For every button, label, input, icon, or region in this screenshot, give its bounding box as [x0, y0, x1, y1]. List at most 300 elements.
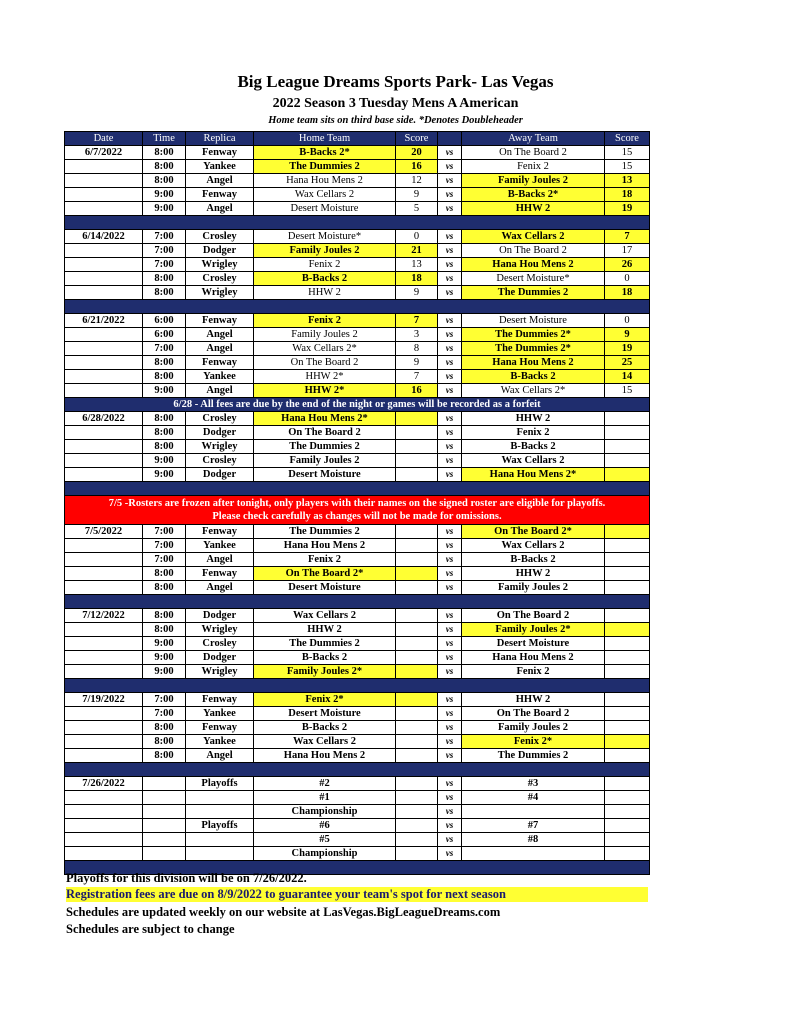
table-row — [65, 805, 650, 819]
replica-cell: Yankee — [186, 707, 254, 721]
vs-cell: vs — [438, 637, 462, 651]
home-team-cell: #1 — [254, 791, 396, 805]
time-cell: 8:00 — [143, 356, 186, 370]
date-cell — [65, 819, 143, 833]
home-score-cell: 5 — [396, 202, 438, 216]
table-row — [65, 202, 650, 216]
replica-cell: Wrigley — [186, 665, 254, 679]
away-team-cell: #4 — [462, 791, 605, 805]
away-team-cell: The Dummies 2 — [462, 749, 605, 763]
away-score-cell — [605, 609, 650, 623]
home-score-cell — [396, 749, 438, 763]
away-team-cell: Desert Moisture — [462, 314, 605, 328]
replica-cell: Yankee — [186, 370, 254, 384]
home-team-cell: Wax Cellars 2 — [254, 609, 396, 623]
home-score-cell — [396, 665, 438, 679]
home-team-cell: Desert Moisture — [254, 202, 396, 216]
table-row — [65, 665, 650, 679]
table-row — [65, 581, 650, 595]
time-cell — [143, 805, 186, 819]
away-team-cell: Hana Hou Mens 2 — [462, 356, 605, 370]
vs-cell: vs — [438, 244, 462, 258]
replica-cell: Crosley — [186, 637, 254, 651]
away-score-cell — [605, 468, 650, 482]
separator-row — [65, 216, 650, 230]
date-cell — [65, 202, 143, 216]
away-score-cell: 25 — [605, 356, 650, 370]
vs-cell: vs — [438, 314, 462, 328]
footer-website-note: Schedules are updated weekly on our website at LasVegas.BigLeagueDreams.com — [66, 905, 501, 919]
home-team-cell: HHW 2 — [254, 286, 396, 300]
time-cell: 8:00 — [143, 567, 186, 581]
date-cell — [65, 637, 143, 651]
home-score-cell: 16 — [396, 160, 438, 174]
away-score-cell — [605, 665, 650, 679]
replica-cell: Fenway — [186, 146, 254, 160]
time-cell — [143, 847, 186, 861]
vs-cell: vs — [438, 356, 462, 370]
date-cell — [65, 188, 143, 202]
vs-cell: vs — [438, 440, 462, 454]
time-cell: 8:00 — [143, 735, 186, 749]
time-cell: 8:00 — [143, 721, 186, 735]
time-cell: 8:00 — [143, 146, 186, 160]
home-score-cell — [396, 777, 438, 791]
separator-row — [65, 595, 650, 609]
table-row — [65, 847, 650, 861]
home-score-cell — [396, 693, 438, 707]
vs-cell: vs — [438, 258, 462, 272]
date-cell: 7/26/2022 — [65, 777, 143, 791]
table-row — [65, 440, 650, 454]
home-score-cell: 13 — [396, 258, 438, 272]
replica-cell: Angel — [186, 202, 254, 216]
date-cell: 6/14/2022 — [65, 230, 143, 244]
replica-cell: Crosley — [186, 272, 254, 286]
replica-cell: Angel — [186, 553, 254, 567]
date-cell — [65, 258, 143, 272]
replica-cell: Crosley — [186, 412, 254, 426]
table-row — [65, 721, 650, 735]
date-cell — [65, 174, 143, 188]
separator-row — [65, 482, 650, 496]
time-cell: 9:00 — [143, 651, 186, 665]
vs-cell: vs — [438, 342, 462, 356]
home-score-cell — [396, 819, 438, 833]
time-cell: 8:00 — [143, 609, 186, 623]
home-score-cell — [396, 847, 438, 861]
vs-cell: vs — [438, 707, 462, 721]
away-team-cell: Hana Hou Mens 2 — [462, 258, 605, 272]
home-team-cell: HHW 2* — [254, 370, 396, 384]
time-cell: 8:00 — [143, 370, 186, 384]
date-cell: 6/28/2022 — [65, 412, 143, 426]
replica-cell: Wrigley — [186, 440, 254, 454]
away-score-cell — [605, 651, 650, 665]
table-row — [65, 370, 650, 384]
away-score-cell — [605, 777, 650, 791]
away-score-cell — [605, 707, 650, 721]
col-away-team: Away Team — [462, 132, 605, 146]
away-score-cell: 15 — [605, 146, 650, 160]
home-score-cell: 9 — [396, 356, 438, 370]
time-cell: 7:00 — [143, 693, 186, 707]
vs-cell: vs — [438, 623, 462, 637]
replica-cell: Wrigley — [186, 286, 254, 300]
separator-cell — [65, 482, 650, 496]
separator-cell — [65, 300, 650, 314]
vs-cell: vs — [438, 188, 462, 202]
away-score-cell — [605, 412, 650, 426]
schedule-table — [64, 131, 650, 875]
date-cell — [65, 539, 143, 553]
col-time: Time — [143, 132, 186, 146]
home-team-cell: Family Joules 2 — [254, 328, 396, 342]
home-score-cell: 8 — [396, 342, 438, 356]
col-date: Date — [65, 132, 143, 146]
vs-cell: vs — [438, 384, 462, 398]
away-team-cell: Fenix 2 — [462, 665, 605, 679]
page-subtitle: 2022 Season 3 Tuesday Mens A American — [272, 96, 519, 111]
away-score-cell: 0 — [605, 314, 650, 328]
col-home-team: Home Team — [254, 132, 396, 146]
date-cell — [65, 567, 143, 581]
home-score-cell: 7 — [396, 314, 438, 328]
away-score-cell: 26 — [605, 258, 650, 272]
col-home-score: Score — [396, 132, 438, 146]
time-cell: 8:00 — [143, 749, 186, 763]
roster-notice — [65, 496, 650, 525]
time-cell: 8:00 — [143, 160, 186, 174]
home-score-cell: 12 — [396, 174, 438, 188]
table-row — [65, 230, 650, 244]
home-score-cell — [396, 412, 438, 426]
date-cell — [65, 426, 143, 440]
replica-cell: Wrigley — [186, 258, 254, 272]
date-cell — [65, 721, 143, 735]
away-team-cell: The Dummies 2* — [462, 342, 605, 356]
replica-cell: Dodger — [186, 609, 254, 623]
table-row — [65, 707, 650, 721]
away-team-cell: Wax Cellars 2 — [462, 230, 605, 244]
date-cell: 7/5/2022 — [65, 525, 143, 539]
vs-cell: vs — [438, 721, 462, 735]
home-score-cell: 3 — [396, 328, 438, 342]
home-team-cell: #5 — [254, 833, 396, 847]
away-score-cell — [605, 721, 650, 735]
date-cell — [65, 735, 143, 749]
table-row — [65, 525, 650, 539]
table-row — [65, 539, 650, 553]
table-row — [65, 623, 650, 637]
time-cell: 7:00 — [143, 230, 186, 244]
home-team-cell: HHW 2 — [254, 623, 396, 637]
time-cell: 8:00 — [143, 426, 186, 440]
away-score-cell — [605, 749, 650, 763]
time-cell: 8:00 — [143, 581, 186, 595]
col-replica: Replica — [186, 132, 254, 146]
vs-cell: vs — [438, 160, 462, 174]
away-team-cell: Hana Hou Mens 2 — [462, 651, 605, 665]
home-score-cell — [396, 805, 438, 819]
vs-cell: vs — [438, 468, 462, 482]
home-team-cell: Hana Hou Mens 2 — [254, 539, 396, 553]
away-team-cell: Wax Cellars 2 — [462, 539, 605, 553]
away-team-cell: Family Joules 2 — [462, 721, 605, 735]
home-score-cell: 21 — [396, 244, 438, 258]
away-team-cell: #3 — [462, 777, 605, 791]
home-team-cell: Fenix 2 — [254, 553, 396, 567]
notice-text: 6/28 - All fees are due by the end of the night or games will be recorded as a forfeit — [65, 398, 650, 412]
home-team-cell: Hana Hou Mens 2 — [254, 749, 396, 763]
home-team-cell: Fenix 2* — [254, 693, 396, 707]
home-team-cell: Hana Hou Mens 2* — [254, 412, 396, 426]
table-row — [65, 244, 650, 258]
home-team-cell: #2 — [254, 777, 396, 791]
away-team-cell — [462, 805, 605, 819]
vs-cell: vs — [438, 272, 462, 286]
vs-cell: vs — [438, 525, 462, 539]
date-cell — [65, 286, 143, 300]
away-score-cell: 9 — [605, 328, 650, 342]
date-cell — [65, 581, 143, 595]
away-score-cell: 7 — [605, 230, 650, 244]
away-team-cell: HHW 2 — [462, 412, 605, 426]
table-row — [65, 637, 650, 651]
separator-row — [65, 763, 650, 777]
away-score-cell — [605, 553, 650, 567]
vs-cell: vs — [438, 146, 462, 160]
home-score-cell — [396, 735, 438, 749]
vs-cell: vs — [438, 174, 462, 188]
footer-change-note: Schedules are subject to change — [66, 922, 235, 936]
home-team-cell: B-Backs 2 — [254, 721, 396, 735]
replica-cell: Playoffs — [186, 819, 254, 833]
vs-cell: vs — [438, 370, 462, 384]
home-team-cell: #6 — [254, 819, 396, 833]
date-cell — [65, 384, 143, 398]
vs-cell: vs — [438, 791, 462, 805]
home-score-cell — [396, 440, 438, 454]
date-cell — [65, 833, 143, 847]
time-cell: 9:00 — [143, 468, 186, 482]
home-score-cell — [396, 623, 438, 637]
replica-cell: Dodger — [186, 468, 254, 482]
table-row — [65, 314, 650, 328]
roster-notice-row — [65, 496, 650, 525]
table-header — [65, 132, 650, 146]
table-row — [65, 356, 650, 370]
replica-cell: Angel — [186, 174, 254, 188]
home-score-cell — [396, 791, 438, 805]
away-team-cell: The Dummies 2* — [462, 328, 605, 342]
home-team-cell: Desert Moisture — [254, 468, 396, 482]
vs-cell: vs — [438, 539, 462, 553]
away-team-cell: HHW 2 — [462, 693, 605, 707]
time-cell: 7:00 — [143, 258, 186, 272]
away-score-cell: 0 — [605, 272, 650, 286]
date-cell — [65, 244, 143, 258]
time-cell: 9:00 — [143, 202, 186, 216]
home-team-cell: The Dummies 2 — [254, 440, 396, 454]
home-team-cell: Fenix 2 — [254, 314, 396, 328]
notice-row — [65, 398, 650, 412]
roster-notice-line1: 7/5 -Rosters are frozen after tonight, only players with their names on the signed roster are eligible for playoffs. — [108, 498, 606, 509]
away-score-cell — [605, 847, 650, 861]
home-team-cell: Desert Moisture* — [254, 230, 396, 244]
away-team-cell: B-Backs 2* — [462, 188, 605, 202]
date-cell — [65, 370, 143, 384]
table-row — [65, 272, 650, 286]
table-row — [65, 286, 650, 300]
home-score-cell: 18 — [396, 272, 438, 286]
away-team-cell: Desert Moisture* — [462, 272, 605, 286]
time-cell — [143, 791, 186, 805]
replica-cell — [186, 805, 254, 819]
away-score-cell — [605, 833, 650, 847]
time-cell — [143, 833, 186, 847]
home-score-cell: 9 — [396, 286, 438, 300]
date-cell: 7/19/2022 — [65, 693, 143, 707]
away-score-cell — [605, 454, 650, 468]
away-team-cell: On The Board 2* — [462, 525, 605, 539]
home-team-cell: B-Backs 2* — [254, 146, 396, 160]
date-cell — [65, 651, 143, 665]
vs-cell: vs — [438, 581, 462, 595]
away-team-cell: #8 — [462, 833, 605, 847]
date-cell — [65, 328, 143, 342]
page-title: Big League Dreams Sports Park- Las Vegas — [237, 72, 554, 91]
time-cell: 9:00 — [143, 637, 186, 651]
replica-cell: Angel — [186, 384, 254, 398]
replica-cell: Fenway — [186, 721, 254, 735]
table-row — [65, 160, 650, 174]
schedule-body — [65, 146, 650, 875]
home-score-cell — [396, 426, 438, 440]
away-score-cell — [605, 567, 650, 581]
home-team-cell: Fenix 2 — [254, 258, 396, 272]
vs-cell: vs — [438, 328, 462, 342]
away-team-cell: Wax Cellars 2* — [462, 384, 605, 398]
date-cell — [65, 454, 143, 468]
date-cell — [65, 440, 143, 454]
vs-cell: vs — [438, 202, 462, 216]
date-cell — [65, 847, 143, 861]
vs-cell: vs — [438, 454, 462, 468]
home-team-cell: B-Backs 2 — [254, 272, 396, 286]
away-score-cell: 17 — [605, 244, 650, 258]
away-score-cell — [605, 525, 650, 539]
date-cell — [65, 791, 143, 805]
vs-cell: vs — [438, 651, 462, 665]
separator-cell — [65, 216, 650, 230]
away-team-cell: Hana Hou Mens 2* — [462, 468, 605, 482]
home-team-cell: Desert Moisture — [254, 581, 396, 595]
home-team-cell: Family Joules 2* — [254, 665, 396, 679]
replica-cell: Fenway — [186, 356, 254, 370]
vs-cell: vs — [438, 286, 462, 300]
home-score-cell — [396, 525, 438, 539]
vs-cell: vs — [438, 426, 462, 440]
time-cell: 9:00 — [143, 384, 186, 398]
date-cell — [65, 468, 143, 482]
away-team-cell: Family Joules 2 — [462, 174, 605, 188]
date-cell — [65, 707, 143, 721]
away-team-cell: Desert Moisture — [462, 637, 605, 651]
date-cell: 6/7/2022 — [65, 146, 143, 160]
vs-cell: vs — [438, 777, 462, 791]
time-cell: 7:00 — [143, 553, 186, 567]
date-cell — [65, 553, 143, 567]
replica-cell: Angel — [186, 342, 254, 356]
home-score-cell — [396, 581, 438, 595]
away-score-cell: 19 — [605, 342, 650, 356]
home-team-cell: B-Backs 2 — [254, 651, 396, 665]
vs-cell: vs — [438, 833, 462, 847]
time-cell: 7:00 — [143, 244, 186, 258]
separator-cell — [65, 763, 650, 777]
away-team-cell: Fenix 2* — [462, 735, 605, 749]
home-score-cell — [396, 454, 438, 468]
time-cell: 8:00 — [143, 174, 186, 188]
home-score-cell: 7 — [396, 370, 438, 384]
vs-cell: vs — [438, 609, 462, 623]
time-cell: 9:00 — [143, 188, 186, 202]
away-score-cell — [605, 819, 650, 833]
table-row — [65, 468, 650, 482]
table-row — [65, 454, 650, 468]
away-score-cell: 13 — [605, 174, 650, 188]
date-cell — [65, 356, 143, 370]
separator-row — [65, 300, 650, 314]
away-team-cell: Fenix 2 — [462, 160, 605, 174]
away-team-cell: B-Backs 2 — [462, 370, 605, 384]
home-score-cell: 9 — [396, 188, 438, 202]
time-cell: 6:00 — [143, 328, 186, 342]
vs-cell: vs — [438, 412, 462, 426]
home-score-cell: 0 — [396, 230, 438, 244]
away-score-cell — [605, 791, 650, 805]
table-row — [65, 833, 650, 847]
away-score-cell — [605, 805, 650, 819]
date-cell — [65, 749, 143, 763]
home-score-cell: 16 — [396, 384, 438, 398]
away-score-cell: 18 — [605, 188, 650, 202]
vs-cell: vs — [438, 847, 462, 861]
table-row — [65, 258, 650, 272]
replica-cell: Fenway — [186, 525, 254, 539]
table-row — [65, 749, 650, 763]
replica-cell: Crosley — [186, 230, 254, 244]
table-row — [65, 819, 650, 833]
home-team-cell: Desert Moisture — [254, 707, 396, 721]
replica-cell: Fenway — [186, 567, 254, 581]
time-cell: 8:00 — [143, 440, 186, 454]
home-score-cell — [396, 553, 438, 567]
table-row — [65, 553, 650, 567]
time-cell — [143, 819, 186, 833]
time-cell: 9:00 — [143, 454, 186, 468]
replica-cell: Angel — [186, 328, 254, 342]
separator-row — [65, 679, 650, 693]
home-team-cell: The Dummies 2 — [254, 525, 396, 539]
time-cell: 8:00 — [143, 623, 186, 637]
away-team-cell: Wax Cellars 2 — [462, 454, 605, 468]
table-row — [65, 567, 650, 581]
table-row — [65, 651, 650, 665]
home-team-cell: On The Board 2 — [254, 356, 396, 370]
table-row — [65, 412, 650, 426]
